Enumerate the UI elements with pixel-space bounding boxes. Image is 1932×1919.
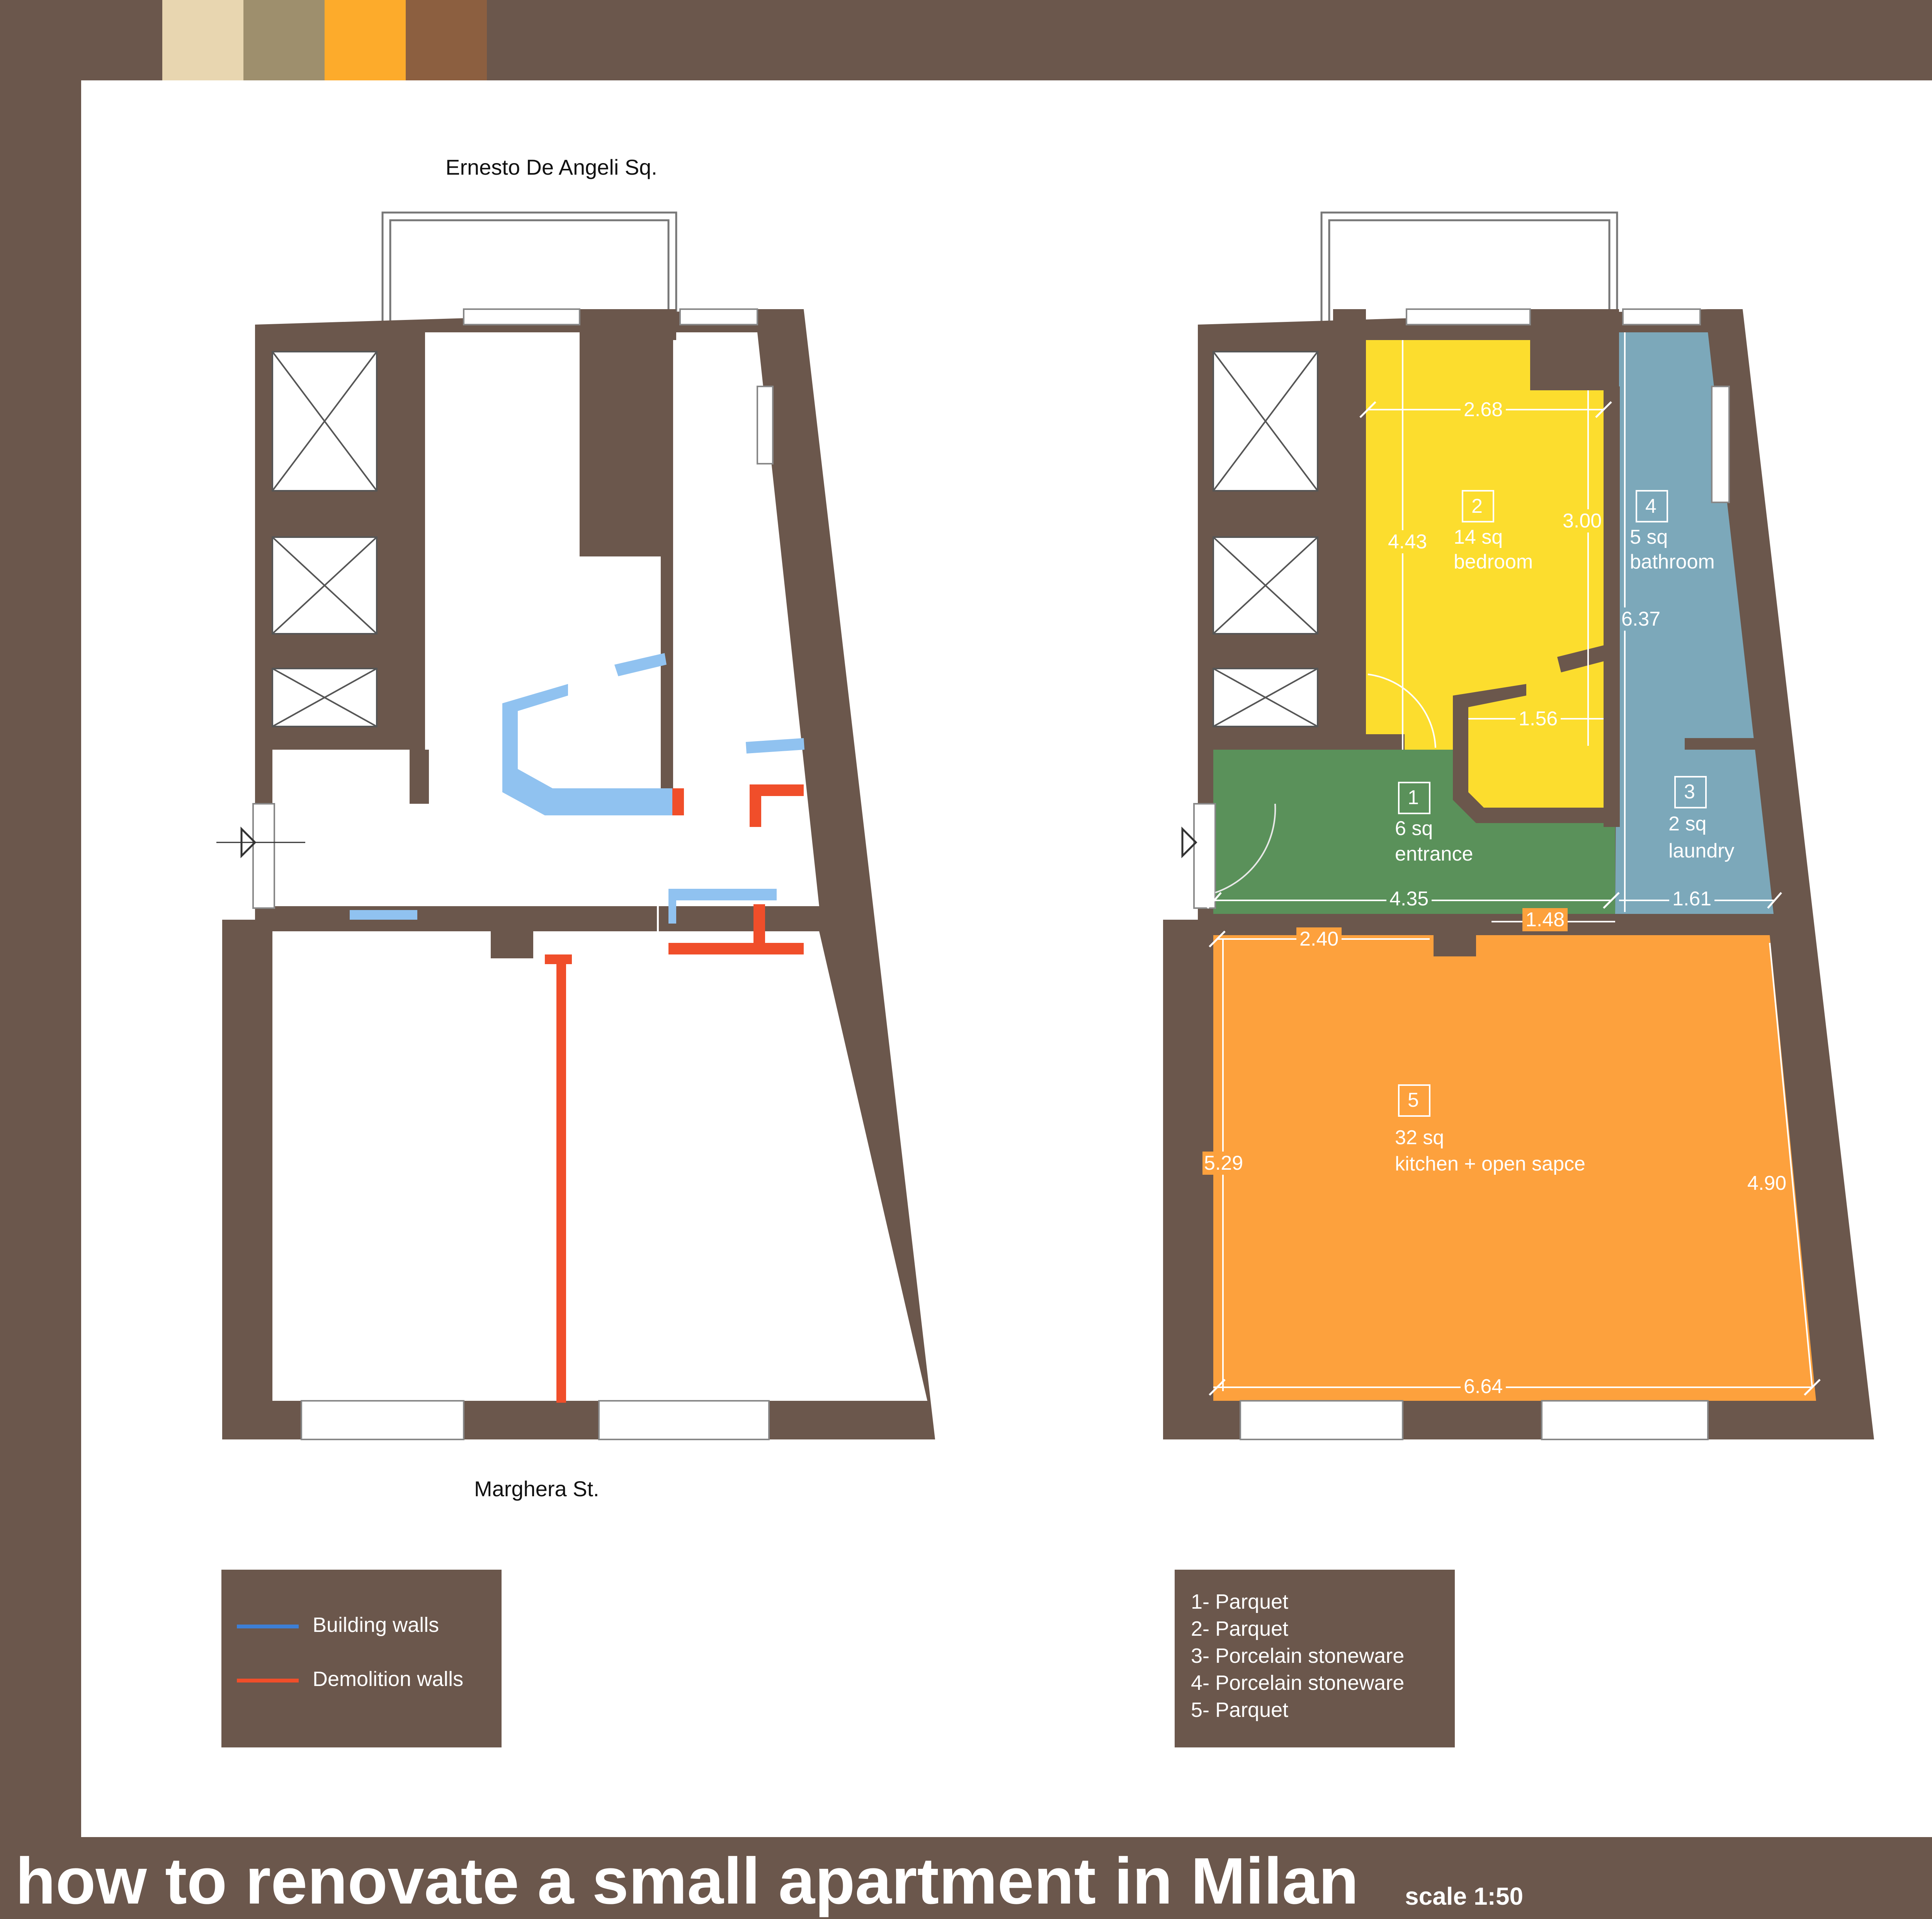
street-south: Marghera St. <box>474 1477 599 1501</box>
page-title: how to renovate a small apartment in Milan <box>15 1844 1359 1918</box>
dim-kitchen-width: 6.64 <box>1461 1375 1506 1398</box>
dim-bed-inner: 3.00 <box>1561 509 1603 532</box>
room-3-num: 3 <box>1684 781 1695 803</box>
legend-building-swatch <box>237 1625 299 1628</box>
room-2-name: bedroom <box>1454 551 1533 573</box>
legend-demolition-label: Demolition walls <box>313 1667 464 1691</box>
room-1-area: 6 sq <box>1395 817 1433 840</box>
legend-building-label: Building walls <box>313 1613 439 1637</box>
legend-demolition-swatch <box>237 1679 299 1683</box>
material-3: 3- Porcelain stoneware <box>1191 1644 1405 1667</box>
existing-shafts <box>272 352 377 726</box>
project-shafts <box>1213 352 1318 726</box>
dim-bed-height: 4.43 <box>1386 530 1429 553</box>
street-north: Ernesto De Angeli Sq. <box>446 155 657 179</box>
wall-legend <box>221 1570 502 1747</box>
dim-laundry-width: 1.61 <box>1669 887 1714 910</box>
dim-bed-width: 2.68 <box>1461 398 1506 421</box>
materials-legend <box>1175 1570 1455 1747</box>
room-4-area: 5 sq <box>1630 526 1668 548</box>
dim-kitchen-height-right: 4.90 <box>1746 1172 1788 1195</box>
dim-kitchen-left-top: 2.40 <box>1296 927 1342 951</box>
room-5-name: kitchen + open sapce <box>1395 1153 1585 1175</box>
room-5-num: 5 <box>1408 1089 1419 1111</box>
room-4-num: 4 <box>1645 495 1656 517</box>
room-3-area: 2 sq <box>1668 813 1707 835</box>
material-1: 1- Parquet <box>1191 1590 1289 1613</box>
room-1-name: entrance <box>1395 843 1473 865</box>
room-2-num: 2 <box>1471 495 1483 517</box>
room-2-area: 14 sq <box>1454 526 1503 548</box>
room-5-area: 32 sq <box>1395 1126 1444 1149</box>
material-5: 5- Parquet <box>1191 1698 1289 1722</box>
dim-bed-lower: 1.56 <box>1515 707 1561 730</box>
scale-label: scale 1:50 <box>1405 1882 1524 1910</box>
dim-corridor: 1.48 <box>1522 908 1568 931</box>
room-3-name: laundry <box>1668 840 1735 862</box>
balcony-north-project <box>1321 213 1617 325</box>
balcony-north <box>383 213 676 325</box>
dim-entrance-width: 4.35 <box>1386 887 1432 910</box>
room-4-name: bathroom <box>1630 551 1715 573</box>
dim-bath-height: 6.37 <box>1620 607 1662 631</box>
dim-kitchen-height-left: 5.29 <box>1202 1152 1245 1175</box>
material-4: 4- Porcelain stoneware <box>1191 1671 1405 1694</box>
material-2: 2- Parquet <box>1191 1617 1289 1640</box>
room-1-num: 1 <box>1408 786 1419 809</box>
